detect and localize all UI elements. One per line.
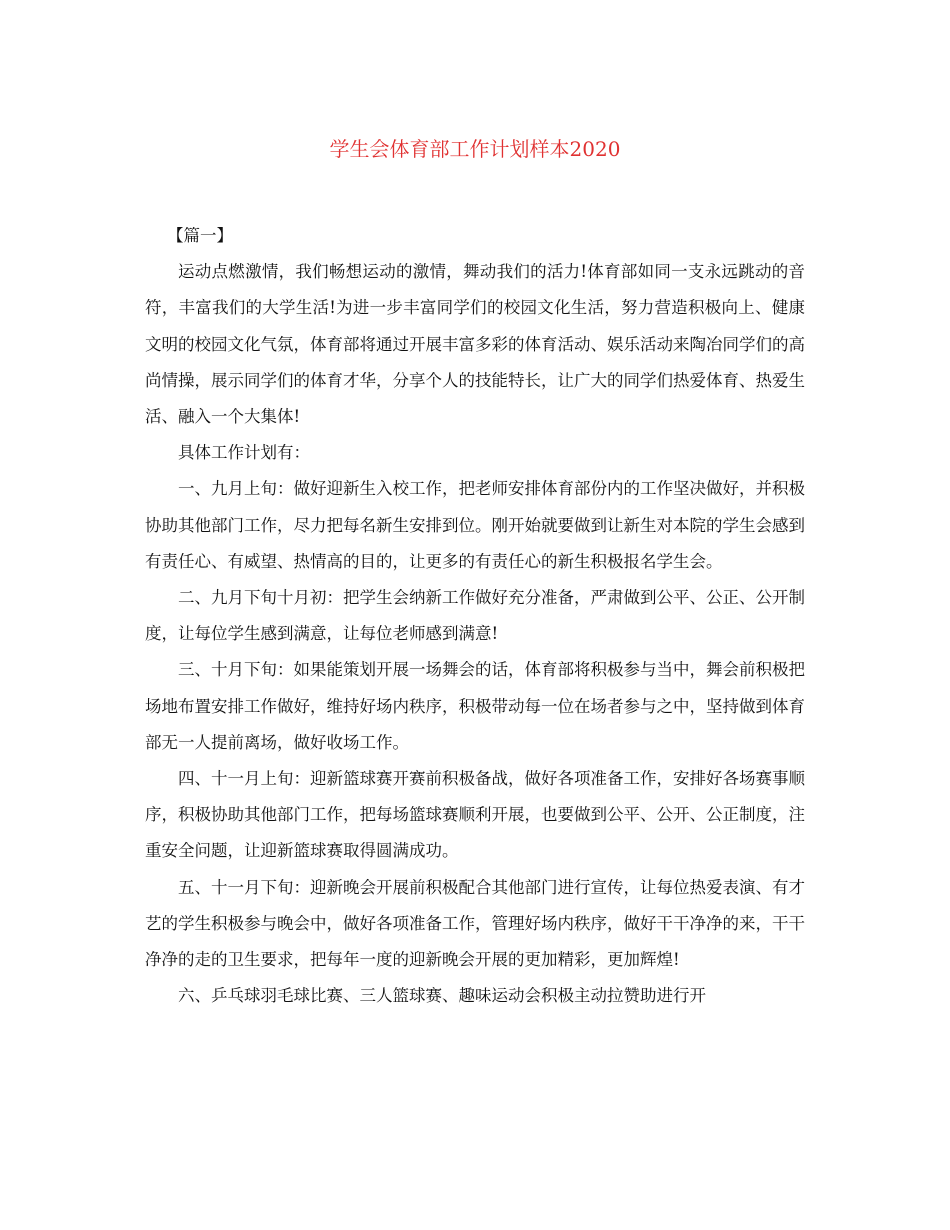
paragraph-plan-heading: 具体工作计划有： — [178, 443, 310, 463]
paragraph-item-1: 一、九月上旬：做好迎新生入校工作，把老师安排体育部份内的工作坚决做好，并积极协助其他部门工作，尽力把每名新生安排到位。刚开始就要做到让新生对本院的学生会感到有责任心、有威望、热情高的目的，让更多的有责任心的新生积极报名学生会。 — [145, 479, 805, 571]
paragraph-item-3: 三、十月下旬：如果能策划开展一场舞会的话，体育部将积极参与当中，舞会前积极把场地布置安排工作做好，维持好场内秩序，积极带动每一位在场者参与之中，坚持做到体育部无一人提前离场，做好收场工作。 — [145, 660, 805, 752]
paragraph-intro: 运动点燃激情，我们畅想运动的激情，舞动我们的活力!体育部如同一支永远跳动的音符，丰富我们的大学生活!为进一步丰富同学们的校园文化生活，努力营造积极向上、健康文明的校园文化气氛，体育部将通过开展丰富多彩的体育活动、娱乐活动来陶冶同学们的高尚情操，展示同学们的体育才华，分享个人的技能特长，让广大的同学们热爱体育、热爱生活、融入一个大集体! — [145, 262, 805, 427]
document-body — [145, 218, 805, 1014]
paragraph-item-6: 六、乒乓球羽毛球比赛、三人篮球赛、趣味运动会积极主动拉赞助进行开 — [178, 986, 706, 1006]
paragraph-item-4: 四、十一月上旬：迎新篮球赛开赛前积极备战，做好各项准备工作，安排好各场赛事顺序，积极协助其他部门工作，把每场篮球赛顺利开展，也要做到公平、公开、公正制度，注重安全问题，让迎新篮球赛取得圆满成功。 — [145, 769, 805, 861]
paragraph-item-5: 五、十一月下旬：迎新晚会开展前积极配合其他部门进行宣传，让每位热爱表演、有才艺的学生积极参与晚会中，做好各项准备工作，管理好场内秩序，做好干干净净的来，干干净净的走的卫生要求，把每年一度的迎新晚会开展的更加精彩，更加辉煌! — [145, 877, 805, 970]
document-title: 学生会体育部工作计划样本2020 — [329, 137, 621, 161]
section-label: 【篇一】 — [167, 226, 233, 245]
paragraph-item-2: 二、九月下旬十月初：把学生会纳新工作做好充分准备，严肃做到公平、公正、公开制度，让每位学生感到满意，让每位老师感到满意! — [145, 588, 805, 644]
